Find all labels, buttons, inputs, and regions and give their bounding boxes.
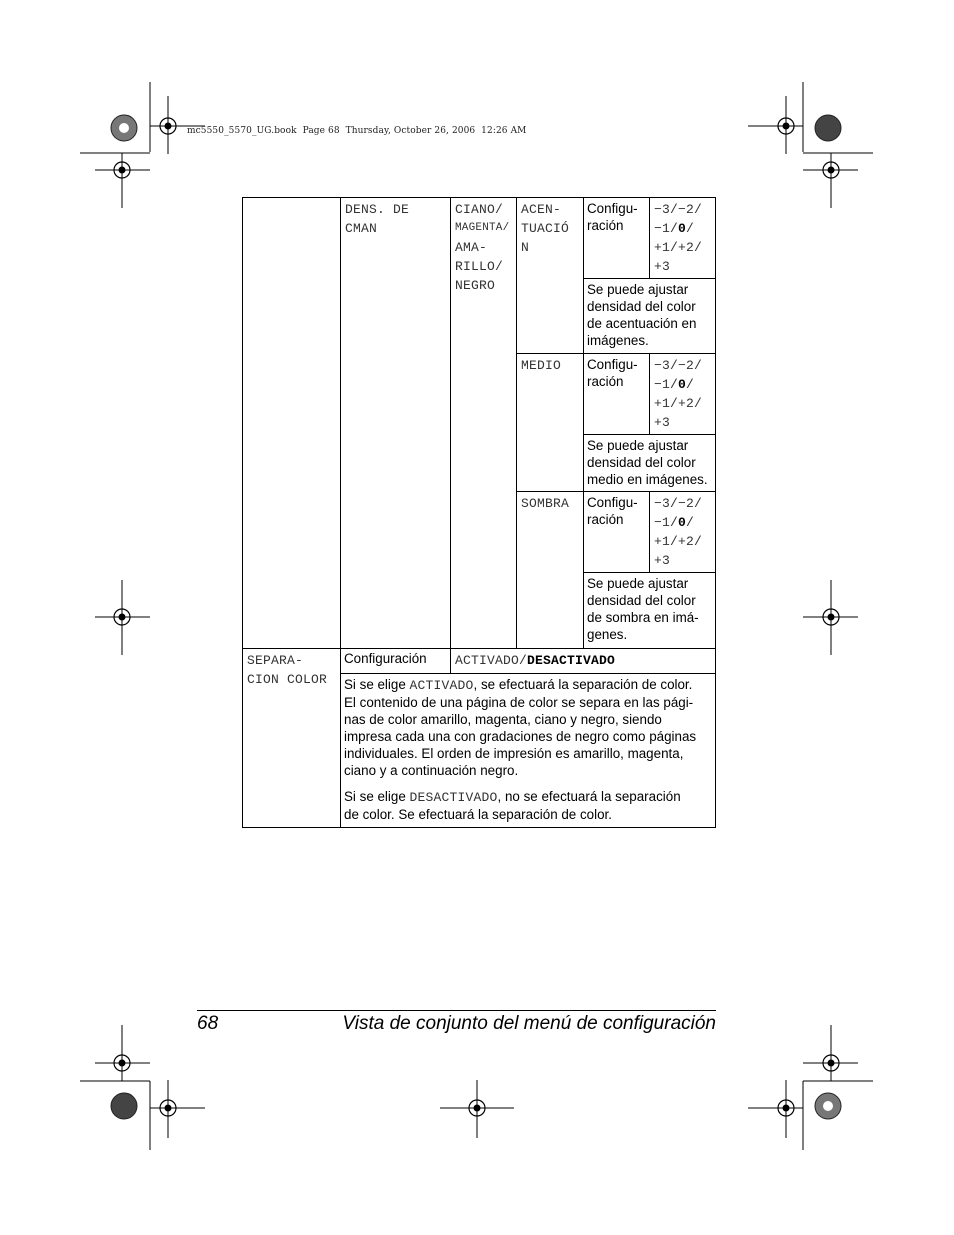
- acentuacion-config-label: Configu- ración: [587, 201, 638, 233]
- acentuacion-label: ACEN- TUACIÓ N: [521, 202, 570, 255]
- medio-label: MEDIO: [521, 358, 562, 373]
- medio-config-label: Configu- ración: [587, 357, 638, 389]
- separacion-values: ACTIVADO/DESACTIVADO: [455, 653, 616, 668]
- separacion-description-desactivado: Si se elige DESACTIVADO, no se efectuará la separación de color. Se efectuará la separación de color.: [344, 789, 681, 822]
- sombra-config-label: Configu- ración: [587, 495, 638, 527]
- medio-values: −3/−2/ −1/0/ +1/+2/ +3: [654, 358, 703, 430]
- medio-description: Se puede ajustar densidad del color medio en imágenes.: [587, 438, 708, 487]
- color-channel-label: CIANO/ MAGENTA/ AMA- RILLO/ NEGRO: [455, 202, 510, 293]
- acentuacion-values: −3/−2/ −1/0/ +1/+2/ +3: [654, 202, 703, 274]
- acentuacion-description: Se puede ajustar densidad del color de acentuación en imágenes.: [587, 282, 697, 348]
- page-title: Vista de conjunto del menú de configuración: [342, 1013, 716, 1034]
- dens-de-cman-label: DENS. DE CMAN: [345, 202, 410, 236]
- sombra-description: Se puede ajustar densidad del color de sombra en imá- genes.: [587, 576, 699, 642]
- separacion-config-label: Configuración: [344, 651, 427, 666]
- separacion-color-label: SEPARA- CION COLOR: [247, 653, 328, 687]
- sombra-label: SOMBRA: [521, 496, 570, 511]
- page-number: 68: [197, 1013, 219, 1034]
- footer-rule: [197, 1010, 716, 1011]
- separacion-description-activado: Si se elige ACTIVADO, se efectuará la separación de color. El contenido de una página de color se separa en las pági- nas de color amarillo, magenta, ciano y negro, siendo impresa cada una con gradaciones de negro como páginas individuales. El orden de impresión es amarillo, magenta, ciano y a continuación negro.: [344, 677, 697, 778]
- sombra-values: −3/−2/ −1/0/ +1/+2/ +3: [654, 496, 703, 568]
- book-info-header: mc5550_5570_UG.book Page 68 Thursday, October 26, 2006 12:26 AM: [187, 126, 527, 136]
